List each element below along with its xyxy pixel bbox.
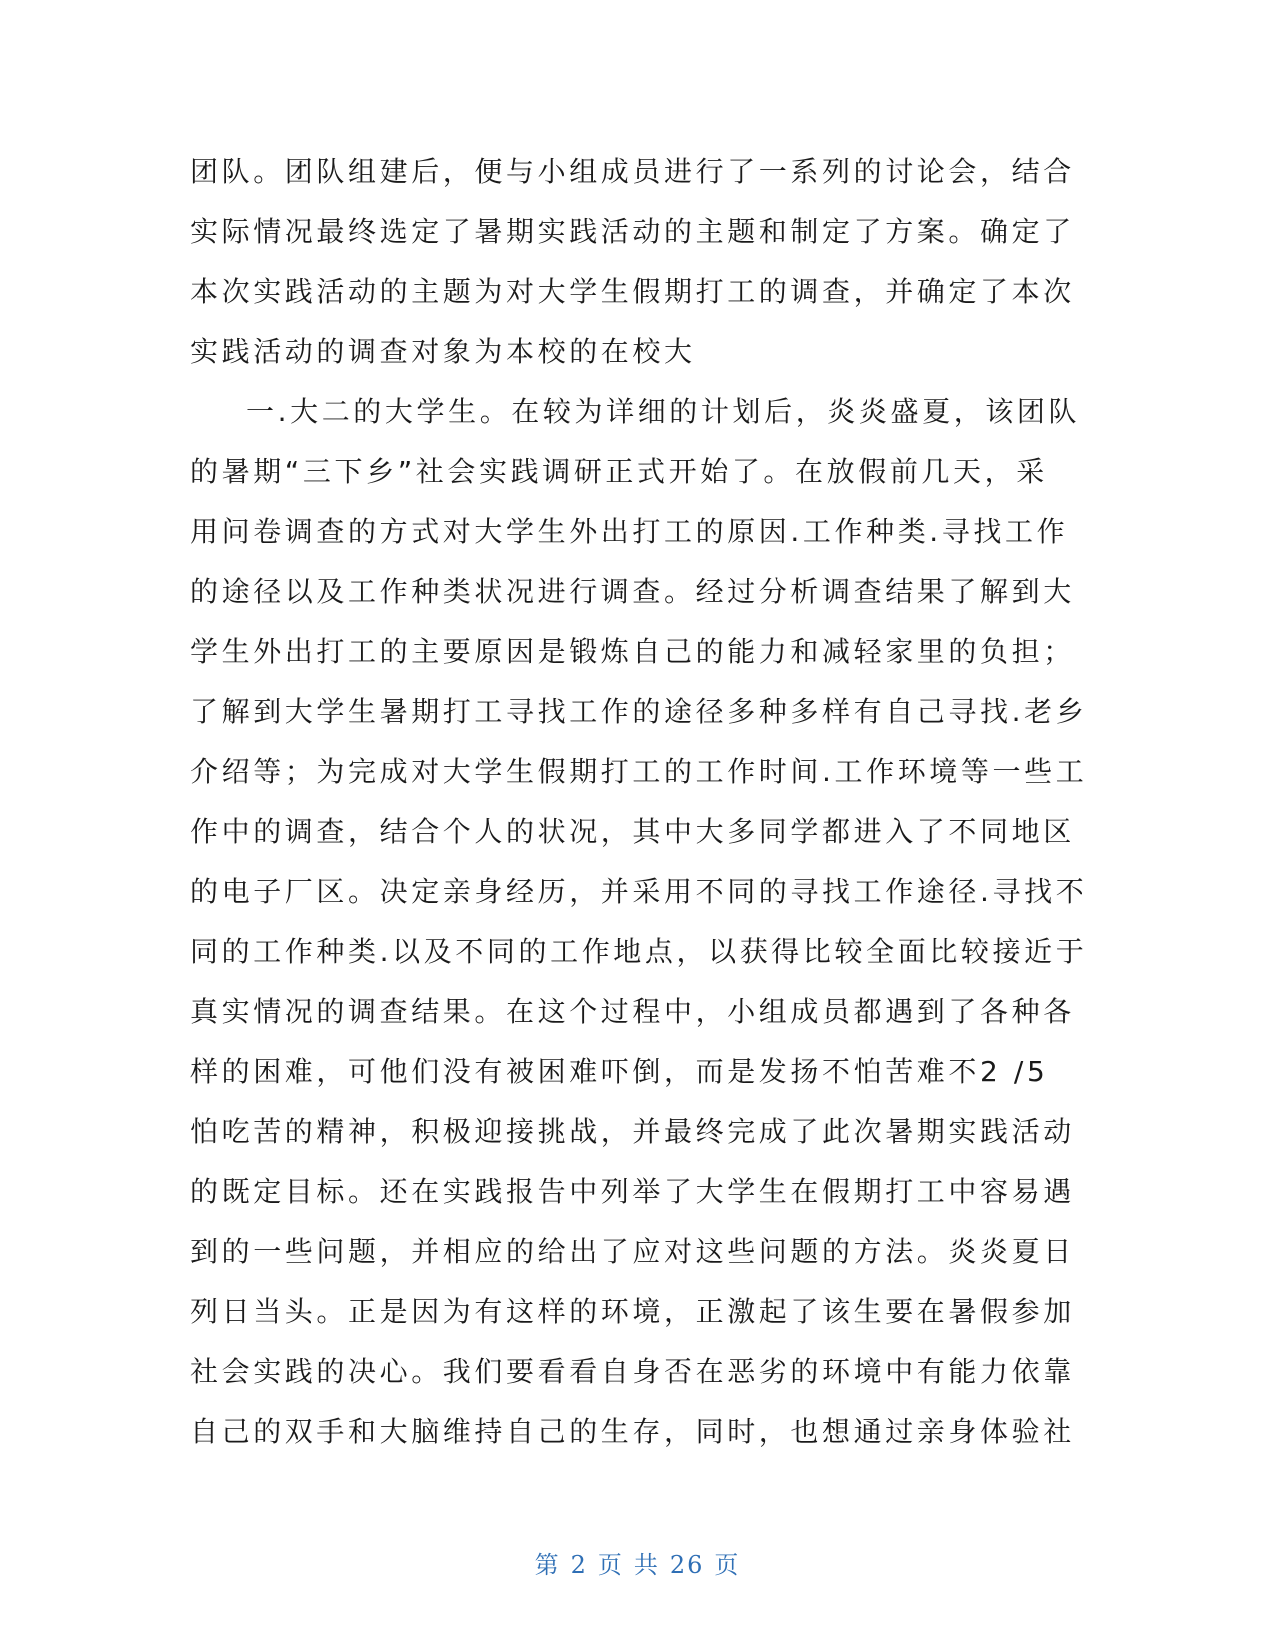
text-line: 的途径以及工作种类状况进行调查。经过分析调查结果了解到大 (190, 575, 1075, 608)
page-footer (0, 1545, 1275, 1580)
text-line: 真实情况的调查结果。在这个过程中，小组成员都遇到了各种各 (190, 995, 1075, 1028)
text-line: 社会实践的决心。我们要看看自身否在恶劣的环境中有能力依靠 (190, 1355, 1075, 1388)
text-line: 介绍等；为完成对大学生假期打工的工作时间.工作环境等一些工 (190, 755, 1088, 788)
text-line: 本次实践活动的主题为对大学生假期打工的调查，并确定了本次 (190, 275, 1075, 308)
text-line: 自己的双手和大脑维持自己的生存，同时，也想通过亲身体验社 (190, 1415, 1075, 1448)
text-line: 实践活动的调查对象为本校的在校大 (190, 335, 696, 368)
total-page-number: 26 (669, 1551, 705, 1579)
text-line: 到的一些问题，并相应的给出了应对这些问题的方法。炎炎夏日 (190, 1235, 1075, 1268)
footer-suffix: 页 (714, 1551, 741, 1579)
text-line: 用问卷调查的方式对大学生外出打工的原因.工作种类.寻找工作 (190, 515, 1069, 548)
body-text (190, 142, 1090, 1462)
text-line: 的既定目标。还在实践报告中列举了大学生在假期打工中容易遇 (190, 1175, 1075, 1208)
text-line: 实际情况最终选定了暑期实践活动的主题和制定了方案。确定了 (190, 215, 1075, 248)
footer-total-word: 共 (633, 1551, 660, 1579)
text-line: 作中的调查，结合个人的状况，其中大多同学都进入了不同地区 (190, 815, 1075, 848)
text-line: 样的困难，可他们没有被困难吓倒，而是发扬不怕苦难不2 /5 (190, 1055, 1049, 1088)
footer-page-word: 页 (597, 1551, 624, 1579)
text-line: 了解到大学生暑期打工寻找工作的途径多种多样有自己寻找.老乡 (190, 695, 1088, 728)
text-line: 团队。团队组建后，便与小组成员进行了一系列的讨论会，结合 (190, 155, 1075, 188)
text-line: 怕吃苦的精神，积极迎接挑战，并最终完成了此次暑期实践活动 (190, 1115, 1075, 1148)
text-line: 的电子厂区。决定亲身经历，并采用不同的寻找工作途径.寻找不 (190, 875, 1088, 908)
footer-prefix: 第 (534, 1551, 561, 1579)
text-line: 同的工作种类.以及不同的工作地点，以获得比较全面比较接近于 (190, 935, 1088, 968)
paragraph-start-line: 一.大二的大学生。在较为详细的计划后，炎炎盛夏，该团队 (246, 395, 1081, 428)
current-page-number: 2 (570, 1551, 588, 1579)
text-line: 学生外出打工的主要原因是锻炼自己的能力和减轻家里的负担； (190, 635, 1075, 668)
text-line: 的暑期“三下乡”社会实践调研正式开始了。在放假前几天，采 (190, 455, 1048, 488)
text-line: 列日当头。正是因为有这样的环境，正激起了该生要在暑假参加 (190, 1295, 1075, 1328)
